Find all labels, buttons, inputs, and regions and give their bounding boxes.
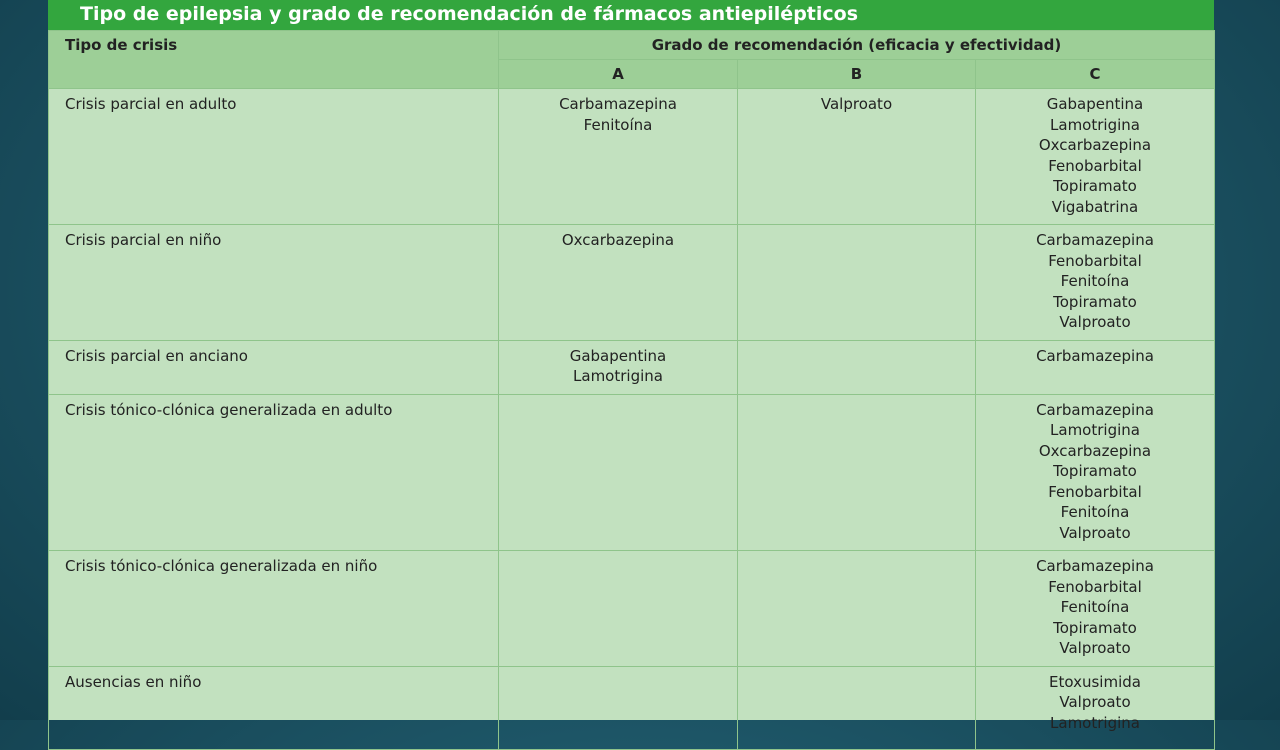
table-row: [49, 551, 1215, 667]
grade-b-cell: [738, 340, 976, 394]
drug-name: Topiramato: [1053, 462, 1137, 480]
drug-name: Topiramato: [1053, 618, 1137, 637]
crisis-type-cell: Crisis tónico-clónica generalizada en niño: [49, 551, 499, 667]
grade-a-cell: [499, 225, 738, 341]
grade-b-cell: [738, 551, 976, 667]
header-grade-a: A: [499, 59, 738, 89]
header-grade-c: C: [976, 59, 1215, 89]
drug-name: Vigabatrina: [1051, 197, 1139, 216]
grade-a-cell: [499, 89, 738, 225]
grade-a-cell: [499, 340, 738, 394]
drug-name: Valproato: [1059, 693, 1131, 711]
drug-name: Oxcarbazepina: [561, 231, 675, 249]
grade-a-cell: [499, 394, 738, 551]
drug-name: Valproato: [1059, 639, 1131, 657]
drug-name: Topiramato: [1053, 177, 1137, 195]
table-row: [49, 394, 1215, 551]
grade-c-cell: [976, 340, 1215, 394]
grade-b-cell: [738, 225, 976, 341]
grade-c-cell: [976, 666, 1215, 749]
grade-c-cell: [976, 551, 1215, 667]
grade-c-cell: [976, 394, 1215, 551]
table-row: [49, 225, 1215, 341]
drug-name: Oxcarbazepina: [1038, 441, 1152, 460]
drug-name: Fenitoína: [583, 115, 653, 134]
header-grado-de-recomendacion: Grado de recomendación (eficacia y efectividad): [499, 31, 1215, 60]
drug-name: Carbamazepina: [559, 95, 677, 113]
grade-c-cell: [976, 89, 1215, 225]
drug-name: Oxcarbazepina: [1038, 136, 1152, 154]
grade-a-cell: [499, 666, 738, 749]
table-row: [49, 340, 1215, 394]
drug-name: Fenitoína: [1060, 598, 1130, 616]
slide: [48, 0, 1214, 732]
crisis-type-cell: Crisis parcial en adulto: [49, 89, 499, 225]
table-title: Tipo de epilepsia y grado de recomendación de fármacos antiepilépticos: [48, 0, 1214, 30]
drug-name: Fenobarbital: [1048, 482, 1142, 501]
drug-name: Gabapentina: [1046, 95, 1144, 113]
table-row: [49, 89, 1215, 225]
crisis-type-cell: Crisis tónico-clónica generalizada en adulto: [49, 394, 499, 551]
drug-name: Etoxusimida: [1049, 672, 1141, 691]
drug-name: Carbamazepina: [1036, 231, 1154, 249]
drug-name: Topiramato: [1053, 292, 1137, 311]
crisis-type-cell: Ausencias en niño: [49, 666, 499, 749]
table-body: [49, 89, 1215, 750]
grade-b-cell: [738, 394, 976, 551]
drug-name: Fenobarbital: [1048, 156, 1142, 175]
crisis-type-cell: Crisis parcial en niño: [49, 225, 499, 341]
drug-name: Lamotrigina: [573, 367, 663, 385]
drug-name: Carbamazepina: [1036, 346, 1154, 365]
drug-name: Gabapentina: [569, 346, 667, 365]
drug-name: Valproato: [1059, 523, 1131, 542]
header-grade-b: B: [738, 59, 976, 89]
drug-name: Fenobarbital: [1048, 251, 1142, 270]
drug-name: Fenobarbital: [1048, 577, 1142, 596]
grade-b-cell: [738, 89, 976, 225]
drug-name: Valproato: [1059, 313, 1131, 331]
drug-name: Lamotrigina: [1050, 421, 1140, 439]
drug-name: Lamotrigina: [1050, 713, 1140, 732]
drug-name: Valproato: [820, 95, 893, 113]
crisis-type-cell: Crisis parcial en anciano: [49, 340, 499, 394]
drug-name: Fenitoína: [1060, 503, 1130, 521]
header-tipo-de-crisis: Tipo de crisis: [49, 31, 499, 89]
grade-a-cell: [499, 551, 738, 667]
drug-name: Lamotrigina: [1050, 115, 1140, 134]
recommendation-table: [48, 30, 1215, 750]
drug-name: Fenitoína: [1060, 272, 1130, 290]
drug-name: Carbamazepina: [1036, 400, 1154, 419]
grade-c-cell: [976, 225, 1215, 341]
grade-b-cell: [738, 666, 976, 749]
drug-name: Carbamazepina: [1036, 557, 1154, 575]
table-row: [49, 666, 1215, 749]
